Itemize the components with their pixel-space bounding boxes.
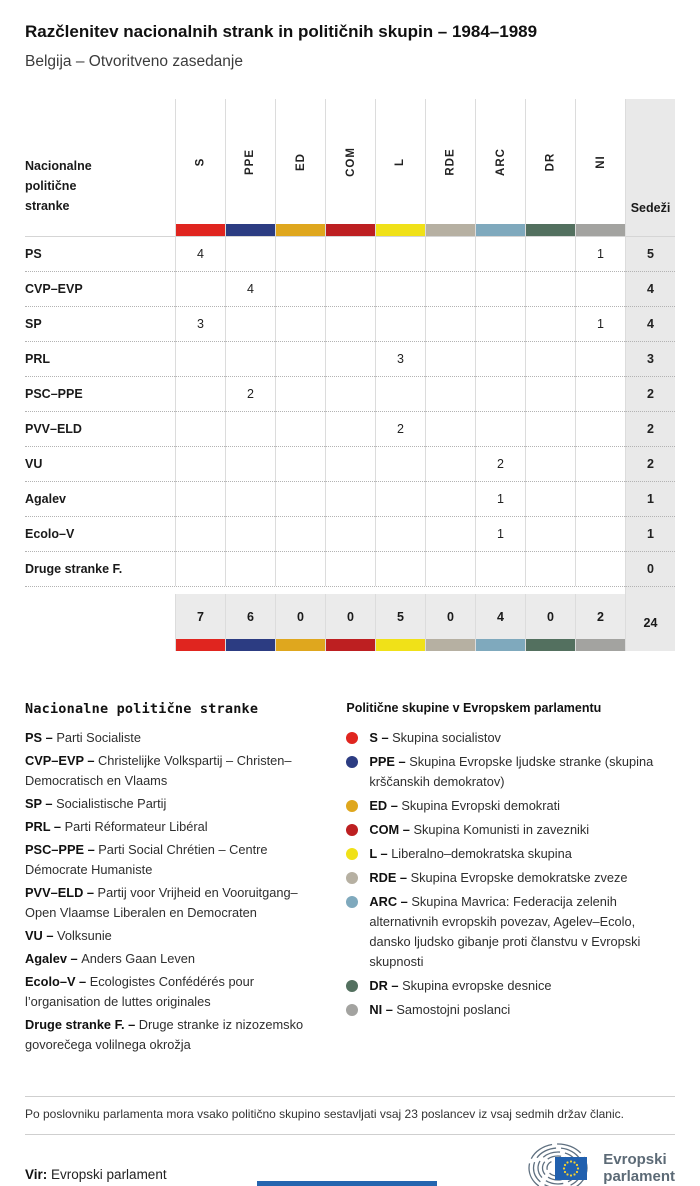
group-legend-item: S – Skupina socialistov (346, 728, 675, 748)
cell-COM (325, 376, 375, 411)
group-color-bar-ED (275, 224, 325, 236)
political-groups-legend-title: Politične skupine v Evropskem parlamentu (346, 701, 602, 715)
gap-row (25, 586, 625, 594)
total-color-bar-COM (325, 639, 375, 651)
cell-RDE (425, 236, 475, 271)
column-header-L (375, 99, 425, 224)
row-label: SP (25, 306, 175, 341)
group-legend-item: ED – Skupina Evropski demokrati (346, 796, 675, 816)
column-header-label: PPE (244, 148, 257, 175)
group-color-bar-ARC (475, 224, 525, 236)
cell-ED (275, 446, 325, 481)
group-color-bar-RDE (425, 224, 475, 236)
cell-ED (275, 516, 325, 551)
cell-RDE (425, 516, 475, 551)
cell-L: 2 (375, 411, 425, 446)
page-title: Razčlenitev nacionalnih strank in političnih skupin – 1984–1989 (25, 22, 538, 41)
national-parties-list (25, 728, 316, 1055)
source-value: Evropski parlament (51, 1167, 167, 1182)
total-bar-spacer (25, 639, 175, 651)
cell-NI (575, 516, 625, 551)
cell-ARC (475, 271, 525, 306)
cell-L (375, 551, 425, 586)
legends (25, 701, 675, 1058)
column-header-label: ED (294, 152, 307, 171)
cell-PPE (225, 236, 275, 271)
footnote: Po poslovniku parlamenta mora vsako politično skupino sestavljati vsaj 23 poslancev iz vsaj sedmih držav članic. (25, 1107, 624, 1121)
cell-PPE: 2 (225, 376, 275, 411)
row-label: PRL (25, 341, 175, 376)
total-cell-ED: 0 (275, 594, 325, 639)
cell-ED (275, 236, 325, 271)
cell-S (175, 341, 225, 376)
cell-COM (325, 516, 375, 551)
cell-RDE (425, 341, 475, 376)
party-legend-item: CVP–EVP – Christelijke Volkspartij – Christen–Democratisch en Vlaams (25, 753, 292, 788)
cell-DR (525, 411, 575, 446)
total-color-bar-L (375, 639, 425, 651)
row-label: PS (25, 236, 175, 271)
cell-ARC (475, 236, 525, 271)
column-header-label: ARC (494, 147, 507, 176)
group-color-bar-COM (325, 224, 375, 236)
cell-NI (575, 551, 625, 586)
cell-COM (325, 236, 375, 271)
group-color-bar-S (175, 224, 225, 236)
row-label: Ecolo–V (25, 516, 175, 551)
cell-COM (325, 341, 375, 376)
cell-RDE (425, 376, 475, 411)
total-color-bar-DR (525, 639, 575, 651)
source-text (25, 1167, 167, 1182)
total-color-bar-ED (275, 639, 325, 651)
cell-RDE (425, 271, 475, 306)
cell-DR (525, 551, 575, 586)
cell-L (375, 516, 425, 551)
row-label: CVP–EVP (25, 271, 175, 306)
cell-NI (575, 481, 625, 516)
cell-PPE (225, 446, 275, 481)
cell-ARC (475, 551, 525, 586)
cell-S (175, 551, 225, 586)
column-header-ED (275, 99, 325, 224)
party-legend-item: Druge stranke F. – Druge stranke iz nizozemsko govorečega volilnega okrožja (25, 1017, 304, 1052)
total-color-bar-S (175, 639, 225, 651)
cell-NI (575, 411, 625, 446)
political-groups-legend (346, 701, 675, 1058)
party-legend-item: Agalev – Anders Gaan Leven (25, 951, 196, 966)
group-color-bar-L (375, 224, 425, 236)
cell-ED (275, 376, 325, 411)
cell-DR (525, 341, 575, 376)
total-cell-NI: 2 (575, 594, 625, 639)
seats-cell: 2 (625, 411, 675, 446)
row-label: Agalev (25, 481, 175, 516)
group-color-dot-PPE (346, 756, 358, 768)
cell-ED (275, 481, 325, 516)
cell-ARC (475, 306, 525, 341)
ep-logo-text (603, 1151, 675, 1185)
group-legend-item: DR – Skupina evropske desnice (346, 976, 675, 996)
column-header-DR (525, 99, 575, 224)
cell-RDE (425, 481, 475, 516)
group-color-bar-PPE (225, 224, 275, 236)
cell-ED (275, 551, 325, 586)
hemicycle-icon (528, 1141, 594, 1186)
national-parties-legend-title: Nacionalne politične stranke (25, 701, 259, 717)
cell-COM (325, 411, 375, 446)
cell-PPE (225, 341, 275, 376)
cell-DR (525, 376, 575, 411)
column-header-ARC (475, 99, 525, 224)
cell-L (375, 376, 425, 411)
group-legend-item: RDE – Skupina Evropske demokratske zveze (346, 868, 675, 888)
cell-NI: 1 (575, 236, 625, 271)
bottom-bar (257, 1181, 437, 1186)
cell-PPE (225, 551, 275, 586)
total-color-bar-RDE (425, 639, 475, 651)
cell-L (375, 481, 425, 516)
total-cell-L: 5 (375, 594, 425, 639)
total-cell-DR: 0 (525, 594, 575, 639)
cell-L: 3 (375, 341, 425, 376)
cell-ARC (475, 376, 525, 411)
ep-logo-line1: Evropski (603, 1151, 667, 1168)
cell-COM (325, 271, 375, 306)
group-color-dot-ARC (346, 896, 358, 908)
seats-total-cell: 24 (625, 594, 675, 651)
party-group-table (25, 99, 675, 651)
cell-ARC (475, 341, 525, 376)
total-color-bar-ARC (475, 639, 525, 651)
seats-bar-spacer (625, 224, 675, 236)
cell-ARC: 2 (475, 446, 525, 481)
cell-RDE (425, 306, 475, 341)
row-label: Druge stranke F. (25, 551, 175, 586)
cell-ED (275, 411, 325, 446)
seats-cell: 5 (625, 236, 675, 271)
party-legend-item: Ecolo–V – Ecologistes Confédérés pour l’organisation de luttes originales (25, 974, 255, 1009)
group-color-dot-S (346, 732, 358, 744)
cell-ED (275, 271, 325, 306)
group-legend-item: ARC – Skupina Mavrica: Federacija zelenih alternativnih evropskih povezav, Agelev–Ecolo, dansko ljudsko gibanje proti članstvu v Evropski skupnosti (346, 892, 675, 972)
cell-PPE (225, 516, 275, 551)
cell-COM (325, 551, 375, 586)
cell-NI: 1 (575, 306, 625, 341)
seats-cell: 2 (625, 446, 675, 481)
cell-RDE (425, 446, 475, 481)
cell-NI (575, 376, 625, 411)
cell-S: 4 (175, 236, 225, 271)
column-header-label: COM (344, 146, 357, 177)
column-header-label: S (194, 157, 207, 166)
group-legend-item: L – Liberalno–demokratska skupina (346, 844, 675, 864)
group-color-dot-RDE (346, 872, 358, 884)
source-row (25, 1141, 675, 1186)
party-legend-item: PVV–ELD – Partij voor Vrijheid en Vooruitgang–Open Vlaamse Liberalen en Democraten (25, 885, 298, 920)
cell-S (175, 481, 225, 516)
totals-label-spacer (25, 594, 175, 639)
cell-DR (525, 271, 575, 306)
cell-COM (325, 446, 375, 481)
seats-cell: 2 (625, 376, 675, 411)
column-header-NI (575, 99, 625, 224)
column-header-S (175, 99, 225, 224)
group-legend-item: COM – Skupina Komunisti in zavezniki (346, 820, 675, 840)
group-color-dot-L (346, 848, 358, 860)
column-header-PPE (225, 99, 275, 224)
column-header-label: L (394, 157, 407, 166)
seats-cell: 0 (625, 551, 675, 586)
row-label: PVV–ELD (25, 411, 175, 446)
total-cell-COM: 0 (325, 594, 375, 639)
party-legend-item: PSC–PPE – Parti Social Chrétien – Centre Démocrate Humaniste (25, 842, 268, 877)
cell-NI (575, 341, 625, 376)
seats-gap (625, 586, 675, 594)
party-legend-item: VU – Volksunie (25, 928, 112, 943)
cell-RDE (425, 411, 475, 446)
header (0, 0, 700, 73)
cell-PPE (225, 481, 275, 516)
group-legend-item: NI – Samostojni poslanci (346, 1000, 675, 1020)
cell-L (375, 271, 425, 306)
eu-flag-icon (555, 1157, 587, 1180)
cell-S (175, 271, 225, 306)
divider-bottom (25, 1134, 675, 1135)
group-color-dot-COM (346, 824, 358, 836)
cell-L (375, 306, 425, 341)
total-cell-ARC: 4 (475, 594, 525, 639)
cell-S: 3 (175, 306, 225, 341)
page-subtitle: Belgija – Otvoritveno zasedanje (25, 53, 243, 70)
seats-cell: 3 (625, 341, 675, 376)
column-header-label: DR (544, 152, 557, 171)
column-header-label: NI (594, 154, 607, 169)
row-label: VU (25, 446, 175, 481)
group-color-bar-DR (525, 224, 575, 236)
cell-ARC: 1 (475, 481, 525, 516)
seats-cell: 1 (625, 516, 675, 551)
cell-S (175, 516, 225, 551)
group-color-dot-DR (346, 980, 358, 992)
total-color-bar-NI (575, 639, 625, 651)
party-legend-item: PS – Parti Socialiste (25, 730, 141, 745)
cell-PPE (225, 411, 275, 446)
total-cell-RDE: 0 (425, 594, 475, 639)
total-color-bar-PPE (225, 639, 275, 651)
bar-spacer (25, 224, 175, 236)
table-corner-label (25, 99, 175, 224)
cell-ARC: 1 (475, 516, 525, 551)
cell-DR (525, 236, 575, 271)
seats-cell: 1 (625, 481, 675, 516)
seats-cell: 4 (625, 271, 675, 306)
seats-cell: 4 (625, 306, 675, 341)
cell-S (175, 376, 225, 411)
cell-COM (325, 481, 375, 516)
row-label: PSC–PPE (25, 376, 175, 411)
cell-L (375, 446, 425, 481)
cell-L (375, 236, 425, 271)
column-header-RDE (425, 99, 475, 224)
corner-label-text: Nacionalne politične stranke (25, 159, 92, 213)
cell-S (175, 411, 225, 446)
cell-PPE: 4 (225, 271, 275, 306)
total-cell-S: 7 (175, 594, 225, 639)
column-header-label: RDE (444, 147, 457, 176)
cell-NI (575, 446, 625, 481)
source-label: Vir: (25, 1167, 48, 1182)
party-legend-item: PRL – Parti Réformateur Libéral (25, 819, 208, 834)
national-parties-legend (25, 701, 334, 1058)
cell-DR (525, 446, 575, 481)
cell-PPE (225, 306, 275, 341)
group-color-dot-ED (346, 800, 358, 812)
cell-S (175, 446, 225, 481)
political-groups-list (346, 728, 675, 1020)
group-color-bar-NI (575, 224, 625, 236)
ep-logo (528, 1141, 675, 1186)
cell-RDE (425, 551, 475, 586)
cell-ED (275, 341, 325, 376)
group-legend-item: PPE – Skupina Evropske ljudske stranke (skupina krščanskih demokratov) (346, 752, 675, 792)
column-header-COM (325, 99, 375, 224)
cell-COM (325, 306, 375, 341)
group-color-dot-NI (346, 1004, 358, 1016)
cell-DR (525, 481, 575, 516)
cell-ARC (475, 411, 525, 446)
seats-column-header: Sedeži (625, 99, 675, 224)
cell-DR (525, 516, 575, 551)
cell-NI (575, 271, 625, 306)
cell-DR (525, 306, 575, 341)
cell-ED (275, 306, 325, 341)
ep-logo-line2: parlament (603, 1168, 675, 1185)
total-cell-PPE: 6 (225, 594, 275, 639)
party-legend-item: SP – Socialistische Partij (25, 796, 167, 811)
